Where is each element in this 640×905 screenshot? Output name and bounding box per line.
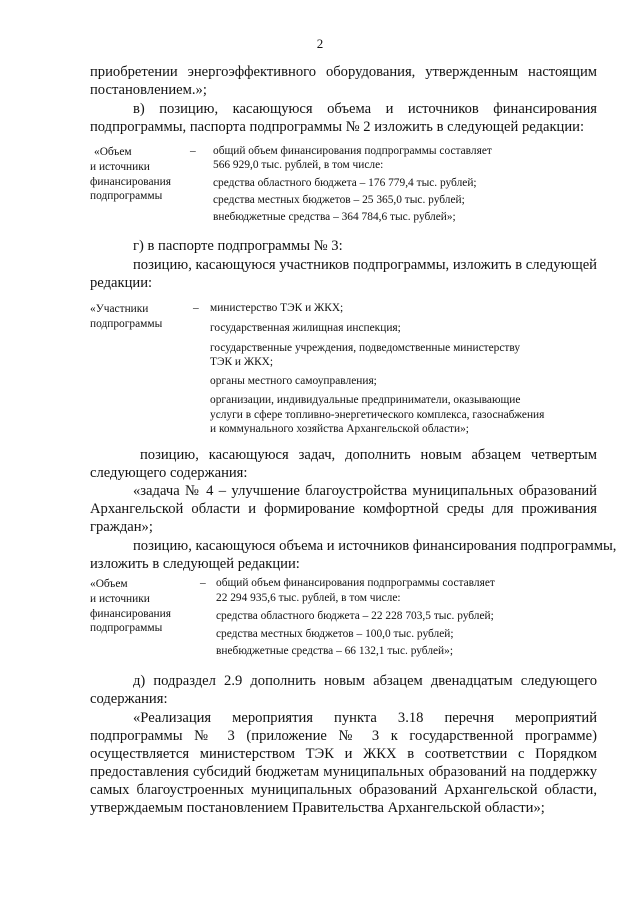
- table-label-line: «Объем: [90, 578, 128, 590]
- paragraph-line: утверждаемым постановлением Правительства Архангельской области»;: [90, 800, 545, 816]
- paragraph-line: подпрограммы № 3 (приложение № 3 к государственной программе): [90, 728, 597, 744]
- table-value-line: 22 294 935,6 тыс. рублей, в том числе:: [216, 592, 401, 604]
- paragraph-line: осуществляется министерством ТЭК и ЖКХ в соответствии с Порядком: [90, 746, 597, 762]
- table-value-line: государственная жилищная инспекция;: [210, 322, 401, 334]
- table-value-line: средства областного бюджета – 22 228 703,5 тыс. рублей;: [216, 610, 494, 622]
- table-value-line: общий объем финансирования подпрограммы составляет: [213, 145, 492, 157]
- table-value-line: органы местного самоуправления;: [210, 375, 377, 387]
- page-number: 2: [316, 36, 324, 51]
- table-label-line: подпрограммы: [90, 190, 163, 202]
- paragraph-line: «Реализация мероприятия пункта 3.18 перечня мероприятий: [133, 710, 597, 726]
- paragraph-line: подпрограммы, паспорта подпрограммы № 2 изложить в следующей редакции:: [90, 119, 585, 135]
- paragraph-line: предоставления субсидий бюджетам муниципальных образований на поддержку: [90, 764, 597, 780]
- paragraph-line: приобретении энергоэффективного оборудования, утвержденным настоящим: [90, 64, 597, 80]
- table-label-line: и источники: [90, 161, 150, 173]
- table-value-line: услуги в сфере топливно-энергетического комплекса, газоснабжения: [210, 409, 545, 421]
- table-value-line: средства областного бюджета – 176 779,4 тыс. рублей;: [213, 177, 477, 189]
- paragraph-line: д) подраздел 2.9 дополнить новым абзацем двенадцатым следующего: [133, 673, 597, 689]
- paragraph-line: «задача № 4 – улучшение благоустройства муниципальных образований: [133, 483, 597, 499]
- paragraph-line: самых благоустроенных муниципальных образований Архангельской области,: [90, 782, 597, 798]
- table-label-line: финансирования: [90, 176, 171, 188]
- table-value-line: внебюджетные средства – 364 784,6 тыс. рублей»;: [213, 211, 456, 223]
- table-value-line: 566 929,0 тыс. рублей, в том числе:: [213, 159, 384, 171]
- paragraph-line: редакции:: [90, 275, 153, 291]
- table-label-line: подпрограммы: [90, 318, 163, 330]
- paragraph-line: позицию, касающуюся объема и источников финансирования подпрограммы,: [133, 538, 617, 554]
- table-value-line: средства местных бюджетов – 100,0 тыс. рублей;: [216, 628, 454, 640]
- table-value-line: министерство ТЭК и ЖКХ;: [210, 302, 344, 314]
- paragraph-line: постановлением.»;: [90, 82, 207, 98]
- paragraph-line: позицию, касающуюся участников подпрограммы, изложить в следующей: [133, 257, 597, 273]
- table-label-line: «Участники: [90, 303, 149, 315]
- table-dash: –: [190, 145, 196, 157]
- table-value-line: государственные учреждения, подведомственные министерству: [210, 342, 521, 354]
- table-value-line: средства местных бюджетов – 25 365,0 тыс. рублей;: [213, 194, 465, 206]
- paragraph-line: г) в паспорте подпрограммы № 3:: [133, 238, 343, 254]
- table-label-line: подпрограммы: [90, 622, 163, 634]
- table-value-line: и коммунального хозяйства Архангельской области»;: [210, 423, 469, 435]
- table-dash: –: [200, 577, 206, 589]
- paragraph-line: содержания:: [90, 691, 168, 707]
- table-value-line: внебюджетные средства – 66 132,1 тыс. рублей»;: [216, 645, 454, 657]
- paragraph-line: следующего содержания:: [90, 465, 248, 481]
- table-value-line: организации, индивидуальные предприниматели, оказывающие: [210, 394, 521, 406]
- paragraph-line: позицию, касающуюся задач, дополнить новым абзацем четвертым: [140, 447, 597, 463]
- table-value-line: общий объем финансирования подпрограммы составляет: [216, 577, 495, 589]
- table-dash: –: [193, 302, 199, 314]
- paragraph-line: граждан»;: [90, 519, 153, 535]
- table-label-line: и источники: [90, 593, 150, 605]
- paragraph-line: изложить в следующей редакции:: [90, 556, 300, 572]
- paragraph-line: Архангельской области и формирование комфортной среды для проживания: [90, 501, 597, 517]
- table-label-line: «Объем: [94, 146, 132, 158]
- paragraph-line: в) позицию, касающуюся объема и источников финансирования: [133, 101, 597, 117]
- table-value-line: ТЭК и ЖКХ;: [210, 356, 274, 368]
- table-label-line: финансирования: [90, 608, 171, 620]
